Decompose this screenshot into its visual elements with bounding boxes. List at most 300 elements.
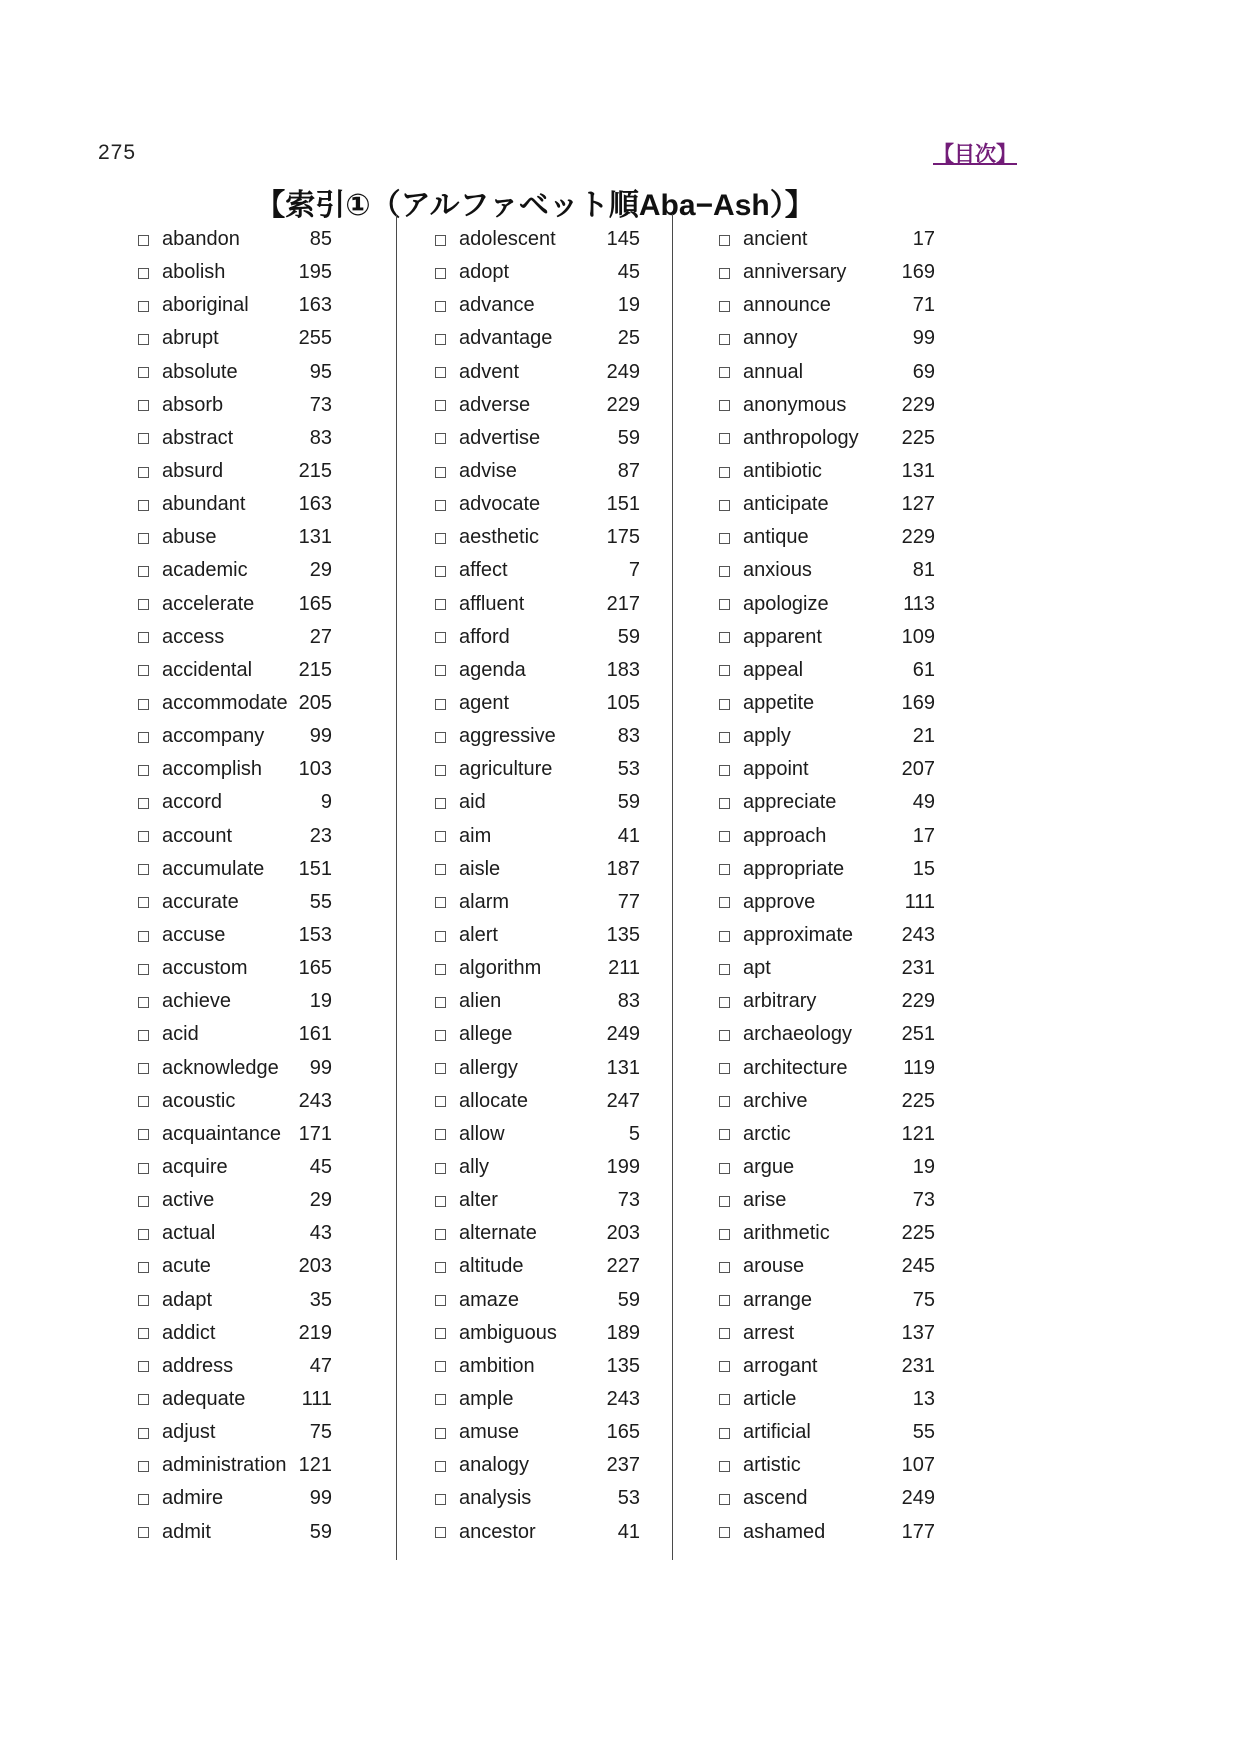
word-label: appropriate [743, 857, 845, 880]
page-ref: 83 [309, 426, 332, 449]
checkbox-icon [138, 367, 149, 378]
word-label: aesthetic [459, 526, 540, 549]
word-label: acoustic [162, 1089, 236, 1112]
word-label: ancestor [459, 1520, 536, 1543]
page-ref: 243 [298, 1089, 332, 1112]
index-row [138, 1515, 332, 1548]
checkbox-icon [719, 1295, 730, 1306]
page-ref: 17 [912, 228, 935, 251]
word-label: advantage [459, 327, 553, 350]
index-row [138, 588, 332, 621]
checkbox-icon [138, 964, 149, 975]
index-row [138, 356, 332, 389]
checkbox-icon [138, 831, 149, 842]
page-ref: 189 [606, 1321, 640, 1344]
page-ref: 69 [912, 360, 935, 383]
index-row [138, 1052, 332, 1085]
checkbox-icon [138, 235, 149, 246]
checkbox-icon [138, 566, 149, 577]
checkbox-icon [138, 334, 149, 345]
word-label: ample [459, 1387, 514, 1410]
toc-link[interactable]: 【目次】 [933, 143, 1017, 166]
page-ref: 45 [309, 1156, 332, 1178]
page-ref: 229 [901, 526, 935, 549]
index-row [435, 588, 640, 621]
checkbox-icon [138, 1494, 149, 1505]
word-label: ambiguous [459, 1321, 557, 1344]
page-ref: 77 [617, 890, 640, 913]
page-ref: 199 [606, 1156, 640, 1178]
checkbox-icon [719, 500, 730, 511]
word-label: apply [743, 725, 791, 748]
index-row [138, 753, 332, 786]
word-label: acknowledge [162, 1056, 279, 1079]
page-ref: 245 [901, 1255, 935, 1278]
word-label: antibiotic [743, 460, 822, 483]
page-ref: 103 [298, 758, 332, 781]
word-label: adequate [162, 1387, 246, 1410]
checkbox-icon [435, 732, 446, 743]
checkbox-icon [435, 997, 446, 1008]
index-row [435, 621, 640, 654]
checkbox-icon [138, 765, 149, 776]
checkbox-icon [138, 268, 149, 279]
word-label: accelerate [162, 592, 255, 615]
index-row [435, 853, 640, 886]
index-row [138, 786, 332, 819]
checkbox-icon [435, 931, 446, 942]
page-ref: 83 [617, 725, 640, 748]
word-label: advise [459, 460, 517, 483]
index-row [138, 820, 332, 853]
page-ref: 243 [606, 1387, 640, 1410]
page-ref: 131 [606, 1056, 640, 1079]
word-label: amaze [459, 1288, 520, 1311]
page-ref: 27 [309, 625, 332, 648]
word-label: absolute [162, 360, 238, 383]
word-label: alarm [459, 890, 510, 913]
word-label: allow [459, 1122, 505, 1145]
index-row [138, 455, 332, 488]
index-row [435, 1217, 640, 1250]
checkbox-icon [719, 1096, 730, 1107]
page-ref: 59 [617, 426, 640, 449]
index-row [435, 322, 640, 355]
page-ref: 131 [298, 526, 332, 549]
index-row [138, 1284, 332, 1317]
index-row [719, 1018, 935, 1051]
word-label: alternate [459, 1222, 537, 1245]
page-ref: 229 [606, 393, 640, 416]
index-row [719, 455, 935, 488]
checkbox-icon [719, 367, 730, 378]
checkbox-icon [719, 831, 730, 842]
index-row [138, 853, 332, 886]
checkbox-icon [138, 1428, 149, 1439]
index-row [719, 1052, 935, 1085]
checkbox-icon [138, 1295, 149, 1306]
page-ref: 215 [298, 460, 332, 483]
word-label: antique [743, 526, 809, 549]
checkbox-icon [435, 765, 446, 776]
checkbox-icon [435, 467, 446, 478]
index-row [719, 1416, 935, 1449]
index-row [138, 1184, 332, 1217]
index-row [719, 952, 935, 985]
word-label: acquaintance [162, 1122, 281, 1145]
checkbox-icon [719, 1527, 730, 1538]
index-row [435, 985, 640, 1018]
checkbox-icon [435, 798, 446, 809]
checkbox-icon [138, 1163, 149, 1174]
page-ref: 151 [606, 493, 640, 516]
index-row [138, 687, 332, 720]
word-label: analogy [459, 1454, 530, 1477]
index-row [719, 289, 935, 322]
page-ref: 247 [606, 1089, 640, 1112]
checkbox-icon [435, 1394, 446, 1405]
checkbox-icon [719, 997, 730, 1008]
page-ref: 251 [901, 1023, 935, 1046]
page-ref: 151 [298, 857, 332, 880]
index-row [719, 1515, 935, 1548]
index-row [435, 687, 640, 720]
word-label: altitude [459, 1255, 524, 1278]
word-label: aisle [459, 857, 501, 880]
index-row [435, 820, 640, 853]
word-label: annoy [743, 327, 798, 350]
index-row [435, 1018, 640, 1051]
page-ref: 25 [617, 327, 640, 350]
word-label: admire [162, 1487, 224, 1510]
word-label: arise [743, 1189, 787, 1212]
index-column [396, 214, 672, 1560]
checkbox-icon [435, 500, 446, 511]
checkbox-icon [719, 533, 730, 544]
word-label: arouse [743, 1255, 805, 1278]
page-ref: 59 [309, 1520, 332, 1543]
checkbox-icon [719, 897, 730, 908]
checkbox-icon [719, 433, 730, 444]
index-row [138, 1151, 332, 1184]
checkbox-icon [435, 1096, 446, 1107]
page-ref: 175 [606, 526, 640, 549]
index-table [110, 214, 958, 1560]
index-column [672, 214, 958, 1560]
index-row [719, 687, 935, 720]
word-label: afford [459, 625, 510, 648]
index-row [719, 886, 935, 919]
checkbox-icon [435, 1295, 446, 1306]
index-row [435, 1482, 640, 1515]
checkbox-icon [719, 1063, 730, 1074]
page-ref: 231 [901, 957, 935, 980]
word-label: accurate [162, 890, 239, 913]
page-ref: 171 [298, 1122, 332, 1145]
page-ref: 161 [298, 1023, 332, 1046]
index-row [138, 1416, 332, 1449]
index-row [719, 919, 935, 952]
index-row [719, 853, 935, 886]
checkbox-icon [138, 1461, 149, 1472]
checkbox-icon [719, 235, 730, 246]
index-row [138, 1482, 332, 1515]
word-label: active [162, 1189, 215, 1212]
checkbox-icon [719, 1262, 730, 1273]
page-ref: 73 [309, 393, 332, 416]
checkbox-icon [719, 765, 730, 776]
checkbox-icon [435, 533, 446, 544]
word-label: alert [459, 924, 498, 947]
checkbox-icon [435, 1163, 446, 1174]
word-label: arrange [743, 1288, 812, 1311]
index-row [435, 720, 640, 753]
page-ref: 153 [298, 924, 332, 947]
page-ref: 121 [901, 1122, 935, 1145]
index-row [138, 223, 332, 256]
index-row [435, 1151, 640, 1184]
index-row [138, 985, 332, 1018]
checkbox-icon [138, 699, 149, 710]
word-label: adjust [162, 1421, 216, 1444]
checkbox-icon [719, 268, 730, 279]
checkbox-icon [435, 1262, 446, 1273]
page-ref: 237 [606, 1454, 640, 1477]
index-row [719, 1317, 935, 1350]
word-label: administration [162, 1454, 287, 1477]
page-ref: 81 [912, 559, 935, 582]
word-label: analysis [459, 1487, 532, 1510]
index-row [719, 1383, 935, 1416]
word-label: ashamed [743, 1520, 826, 1543]
index-row [435, 289, 640, 322]
index-row [435, 1449, 640, 1482]
word-label: ancient [743, 228, 808, 251]
word-label: academic [162, 559, 248, 582]
index-row [435, 1284, 640, 1317]
index-row [138, 422, 332, 455]
word-label: accompany [162, 725, 265, 748]
page-ref: 177 [901, 1520, 935, 1543]
checkbox-icon [435, 599, 446, 610]
page-ref: 21 [912, 725, 935, 748]
checkbox-icon [435, 268, 446, 279]
index-row [435, 1317, 640, 1350]
checkbox-icon [138, 1229, 149, 1240]
page-ref: 53 [617, 1487, 640, 1510]
word-label: arrest [743, 1321, 795, 1344]
page-ref: 105 [606, 692, 640, 715]
word-label: aid [459, 791, 486, 814]
word-label: account [162, 824, 233, 847]
word-label: ally [459, 1156, 490, 1178]
index-row [435, 356, 640, 389]
word-label: anonymous [743, 393, 847, 416]
page-ref: 219 [298, 1321, 332, 1344]
page-ref: 203 [606, 1222, 640, 1245]
page-ref: 119 [903, 1056, 935, 1079]
page-ref: 19 [617, 294, 640, 317]
index-row [435, 1350, 640, 1383]
checkbox-icon [435, 1129, 446, 1140]
index-row [138, 1085, 332, 1118]
page-ref: 85 [309, 228, 332, 251]
page-ref: 13 [912, 1387, 935, 1410]
page-ref: 71 [912, 294, 935, 317]
index-row [719, 588, 935, 621]
checkbox-icon [435, 1196, 446, 1207]
page-ref: 203 [298, 1255, 332, 1278]
page-ref: 135 [606, 1354, 640, 1377]
word-label: ascend [743, 1487, 808, 1510]
page-ref: 29 [309, 559, 332, 582]
word-label: appeal [743, 658, 804, 681]
index-row [719, 1118, 935, 1151]
index-row [719, 389, 935, 422]
index-row [719, 356, 935, 389]
word-label: alter [459, 1189, 498, 1212]
index-row [138, 389, 332, 422]
checkbox-icon [138, 599, 149, 610]
index-row [435, 455, 640, 488]
checkbox-icon [719, 334, 730, 345]
word-label: agent [459, 692, 510, 715]
word-label: adolescent [459, 228, 556, 251]
word-label: accustom [162, 957, 248, 980]
page-ref: 165 [606, 1421, 640, 1444]
page-ref: 249 [606, 1023, 640, 1046]
checkbox-icon [719, 931, 730, 942]
word-label: advent [459, 360, 520, 383]
index-row [719, 554, 935, 587]
index-row [138, 488, 332, 521]
page-ref: 207 [901, 758, 935, 781]
index-row [138, 654, 332, 687]
page-ref: 145 [606, 228, 640, 251]
checkbox-icon [138, 665, 149, 676]
index-row [138, 289, 332, 322]
page-ref: 73 [912, 1189, 935, 1212]
index-row [138, 1383, 332, 1416]
index-row [719, 1250, 935, 1283]
checkbox-icon [719, 1394, 730, 1405]
word-label: approximate [743, 924, 854, 947]
index-row [435, 1052, 640, 1085]
index-row [435, 1383, 640, 1416]
word-label: apologize [743, 592, 829, 615]
word-label: arithmetic [743, 1222, 830, 1245]
word-label: abstract [162, 426, 234, 449]
word-label: aggressive [459, 725, 556, 748]
checkbox-icon [138, 1096, 149, 1107]
word-label: apparent [743, 625, 822, 648]
word-label: abuse [162, 526, 217, 549]
page-ref: 41 [617, 824, 640, 847]
page-ref: 137 [901, 1321, 935, 1344]
index-row [435, 521, 640, 554]
word-label: advertise [459, 426, 541, 449]
checkbox-icon [719, 964, 730, 975]
word-label: affect [459, 559, 508, 582]
checkbox-icon [435, 334, 446, 345]
page-ref: 9 [320, 791, 332, 814]
page-ref: 59 [617, 1288, 640, 1311]
page-ref: 55 [912, 1421, 935, 1444]
checkbox-icon [719, 864, 730, 875]
checkbox-icon [719, 1229, 730, 1240]
word-label: anxious [743, 559, 812, 582]
index-row [138, 1118, 332, 1151]
page-ref: 165 [298, 592, 332, 615]
checkbox-icon [719, 467, 730, 478]
page-ref: 249 [606, 360, 640, 383]
index-row [719, 1284, 935, 1317]
page-ref: 169 [901, 261, 935, 284]
word-label: arrogant [743, 1354, 818, 1377]
index-row [138, 952, 332, 985]
page-ref: 99 [309, 1487, 332, 1510]
checkbox-icon [435, 433, 446, 444]
checkbox-icon [719, 599, 730, 610]
page-ref: 231 [901, 1354, 935, 1377]
checkbox-icon [435, 1030, 446, 1041]
index-row [138, 919, 332, 952]
index-row [435, 389, 640, 422]
index-row [719, 753, 935, 786]
word-label: address [162, 1354, 234, 1377]
page-number: 275 [98, 141, 137, 164]
checkbox-icon [138, 931, 149, 942]
index-row [435, 654, 640, 687]
checkbox-icon [719, 665, 730, 676]
word-label: annual [743, 360, 804, 383]
word-label: anniversary [743, 261, 847, 284]
page-ref: 15 [912, 857, 935, 880]
word-label: aboriginal [162, 294, 249, 317]
index-row [435, 952, 640, 985]
index-row [435, 422, 640, 455]
index-row [719, 1184, 935, 1217]
page-ref: 61 [912, 658, 935, 681]
checkbox-icon [138, 798, 149, 809]
page-ref: 95 [309, 360, 332, 383]
page-ref: 109 [901, 625, 935, 648]
page-ref: 19 [309, 990, 332, 1013]
word-label: advocate [459, 493, 541, 516]
word-label: affluent [459, 592, 525, 615]
index-row [435, 1184, 640, 1217]
index-row [138, 256, 332, 289]
index-row [138, 554, 332, 587]
index-row [719, 488, 935, 521]
index-row [719, 1482, 935, 1515]
word-label: acid [162, 1023, 199, 1046]
index-row [719, 223, 935, 256]
checkbox-icon [138, 897, 149, 908]
checkbox-icon [138, 864, 149, 875]
index-row [719, 521, 935, 554]
word-label: adapt [162, 1288, 213, 1311]
index-row [719, 654, 935, 687]
index-row [719, 1350, 935, 1383]
word-label: archaeology [743, 1023, 852, 1046]
checkbox-icon [719, 566, 730, 577]
page-ref: 225 [901, 1089, 935, 1112]
checkbox-icon [435, 235, 446, 246]
index-row [719, 820, 935, 853]
index-row [138, 720, 332, 753]
word-label: advance [459, 294, 535, 317]
